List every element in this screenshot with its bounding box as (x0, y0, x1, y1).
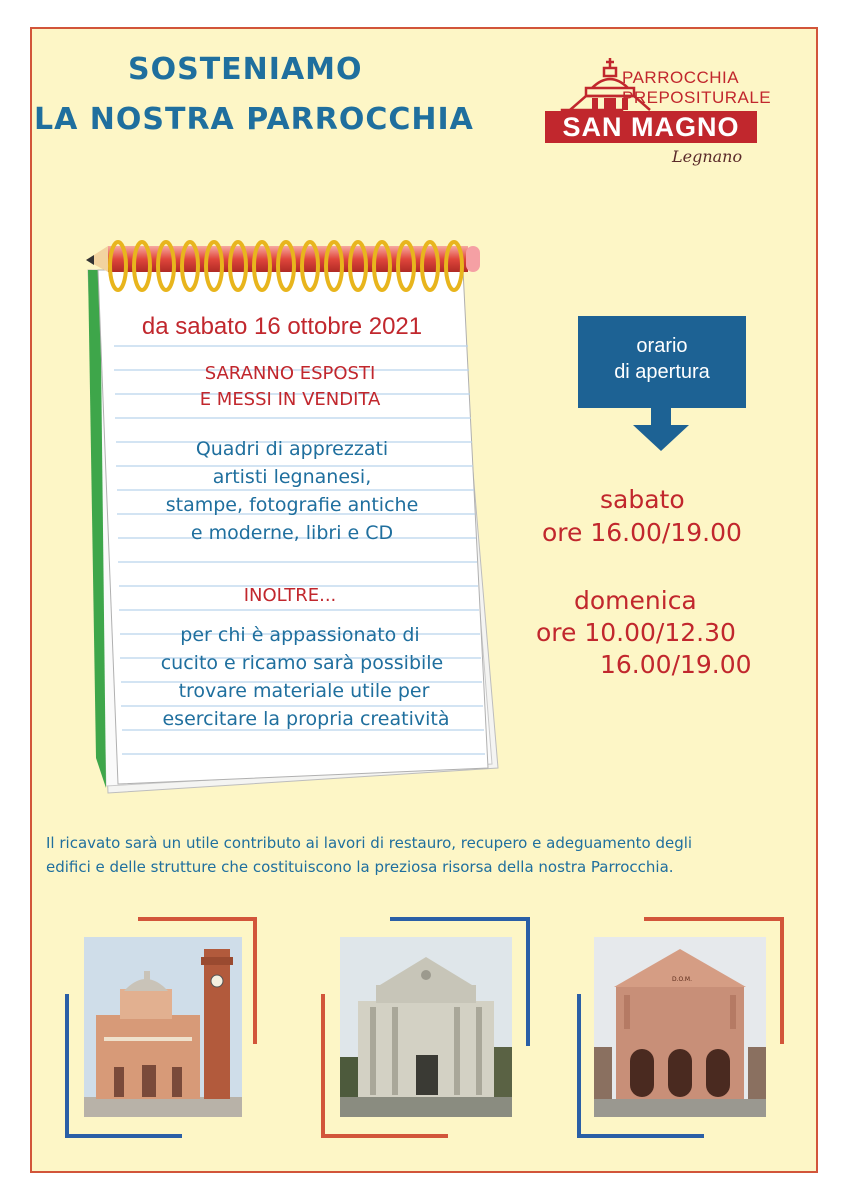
logo-city-signature: Legnano (672, 147, 743, 166)
extra-line1: per chi è appassionato di (180, 624, 420, 646)
footer-line2: edifici e delle strutture che costituiscono la preziosa risorsa della nostra Parrocchia. (46, 858, 674, 876)
items-line4: e moderne, libri e CD (190, 522, 394, 544)
exposed-line1: SARANNO ESPOSTI (204, 363, 376, 384)
sunday-label: domenica (574, 586, 697, 615)
event-date: da sabato 16 ottobre 2021 (141, 313, 423, 340)
items-line1: Quadri di apprezzati (195, 438, 389, 460)
sunday-hours-morning: ore 10.00/12.30 (536, 618, 736, 647)
extra-line3: trovare materiale utile per (178, 680, 430, 702)
logo-name: SAN MAGNO (545, 111, 757, 143)
basilica-photo (84, 937, 242, 1117)
extra-line2: cucito e ricamo sarà possibile (160, 652, 444, 674)
headline-line2: LA NOSTRA PARROCCHIA (34, 102, 474, 137)
opening-label-line2: di apertura (614, 361, 710, 383)
saturday-hours: ore 16.00/19.00 (542, 518, 742, 547)
logo-line2: PREPOSITURALE (622, 88, 772, 107)
items-line3: stampe, fotografie antiche (165, 494, 419, 516)
opening-hours-label-box (578, 316, 746, 408)
sunday-hours-afternoon: 16.00/19.00 (600, 650, 752, 679)
church-photo-2 (340, 937, 512, 1117)
exposed-line2: E MESSI IN VENDITA (199, 389, 381, 410)
items-line2: artisti legnanesi, (212, 466, 372, 488)
headline-line1: SOSTENIAMO (128, 52, 363, 87)
arrow-down-icon (615, 405, 707, 453)
logo-line1: PARROCCHIA (622, 68, 740, 87)
church-sign: D.O.M. (672, 976, 692, 983)
saturday-label: sabato (600, 485, 685, 514)
parish-logo (542, 30, 772, 190)
footer-line1: Il ricavato sarà un utile contributo ai lavori di restauro, recupero e adeguamento degli (46, 834, 693, 852)
church-photo-3 (594, 937, 766, 1117)
inoltre-label: INOLTRE... (243, 585, 337, 606)
opening-label-line1: orario (636, 335, 688, 357)
extra-line4: esercitare la propria creatività (162, 708, 450, 730)
